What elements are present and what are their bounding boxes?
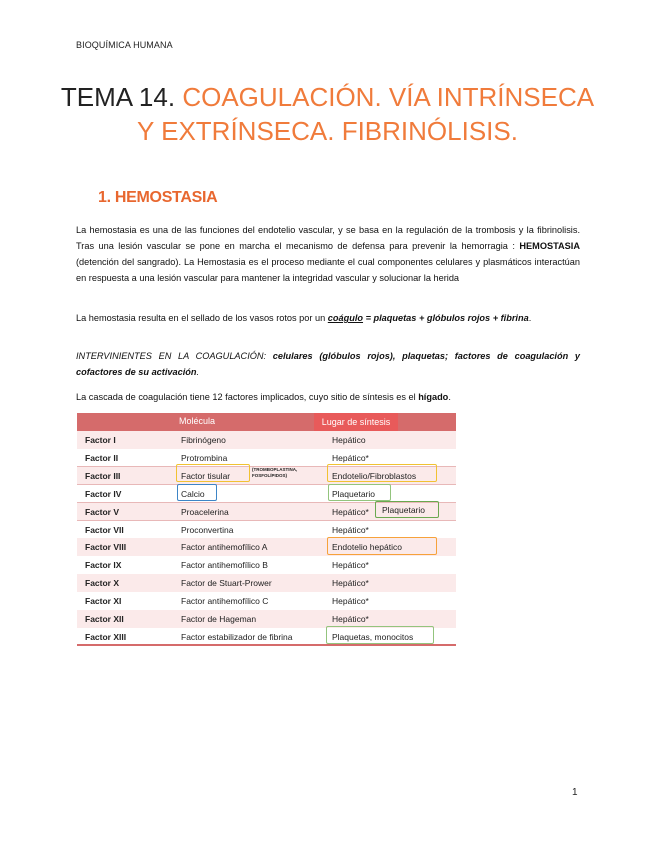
table-header: [77, 413, 456, 431]
cell-site: Hepático: [332, 435, 366, 445]
cell-molecule: Calcio: [181, 488, 205, 499]
p2-coagulo: coágulo: [327, 313, 364, 323]
highlight-calcio: [177, 484, 217, 501]
header-molecule: Molécula: [179, 416, 216, 426]
table-row: [77, 574, 456, 593]
cell-site: Hepático*: [332, 560, 369, 571]
p4-text-a: La cascada de coagulación tiene 12 factores implicados, cuyo sitio de síntesis es el: [76, 392, 419, 402]
p3-colon: :: [263, 351, 273, 361]
title-prefix: TEMA 14.: [60, 82, 176, 112]
cell-factor: Factor I: [85, 435, 116, 445]
header-site: Lugar de síntesis: [314, 413, 398, 431]
tromboplastina-note: [252, 467, 297, 479]
p4-end: .: [448, 392, 451, 402]
p2-end: .: [528, 313, 532, 323]
p2-text-b: = plaquetas + glóbulos rojos + fibrina: [363, 313, 529, 323]
cell-molecule: Factor estabilizador de fibrina: [181, 631, 293, 642]
cell-molecule: Fibrinógeno: [181, 435, 226, 445]
cell-site: Plaquetas, monocitos: [332, 631, 414, 642]
cell-factor: Factor IV: [85, 488, 122, 499]
p3-text-a: INTERVINIENTES EN LA COAGULACIÓN: [76, 351, 264, 361]
cell-site: Hepático*: [332, 596, 369, 607]
cell-site: Endotelio/Fibroblastos: [332, 470, 417, 481]
cell-factor: Factor XI: [85, 596, 122, 607]
p1-text-a: La hemostasia es una de las funciones del endotelio vascular, y se basa en la regulación de la trombosis y la fibrinolisis. Tras una lesión vascular se pone en marcha el mecanismo de defensa para prevenir la hemorragia :: [76, 225, 580, 251]
highlight-plaquetario: [328, 484, 391, 501]
highlight-plaquetas-monocitos: [326, 626, 434, 644]
cell-site: Plaquetario: [332, 488, 376, 499]
cell-site: Endotelio hepático: [332, 542, 402, 553]
cell-site: Hepático*: [332, 452, 369, 463]
p1-bold: HEMOSTASIA: [519, 241, 580, 251]
paragraph-4: [76, 389, 580, 405]
cell-molecule: Factor antihemofílico B: [181, 560, 268, 571]
document-header: BIOQUÍMICA HUMANA: [76, 40, 173, 50]
title-line2: Y EXTRÍNSECA. FIBRINÓLISIS.: [137, 116, 518, 146]
paragraph-3: [76, 348, 580, 380]
cell-factor: Factor IX: [85, 560, 122, 571]
highlight-endotelio-hepatico: [327, 537, 437, 555]
cell-molecule: Factor de Hageman: [181, 614, 257, 624]
table-bottom-border: [77, 644, 456, 646]
highlight-endotelio-fibroblastos: [327, 464, 437, 482]
cell-factor: Factor X: [85, 578, 120, 589]
paragraph-1: [76, 222, 580, 286]
p3-end: .: [196, 367, 200, 377]
cell-molecule: Factor antihemofílico C: [181, 596, 269, 607]
page-number: 1: [572, 787, 578, 798]
p2-text-a: La hemostasia resulta en el sellado de los vasos rotos por un: [76, 313, 328, 323]
cell-site: Hepático*: [332, 614, 369, 624]
table-row: [77, 556, 456, 575]
note-line2: FOSFOLÍPIDOS): [252, 473, 288, 478]
cell-molecule: Factor de Stuart-Prower: [181, 578, 272, 589]
cell-factor: Factor II: [85, 452, 119, 463]
cell-molecule: Proconvertina: [181, 524, 234, 535]
cell-site: Hepático*: [332, 524, 369, 535]
cell-factor: Factor V: [85, 506, 120, 517]
title-line1: COAGULACIÓN. VÍA INTRÍNSECA: [182, 82, 595, 112]
plaquetario-extra-text: Plaquetario: [382, 505, 426, 515]
table-row: [77, 592, 456, 611]
p3-text-c: celulares (glóbulos rojos), plaquetas; factores de coagulación y cofactores de su activación: [76, 351, 581, 377]
highlight-factor-tisular: [176, 464, 250, 482]
p4-bold: hígado: [418, 392, 449, 402]
cell-site: Hepático*: [332, 506, 369, 517]
p1-text-b: (detención del sangrado). La Hemostasia es el proceso mediante el cual componentes celulares y plasmáticos interactúan en respuesta a una lesión vascular para mantener la integridad vascular y solucionar la herida: [76, 257, 580, 283]
cell-factor: Factor VII: [85, 524, 124, 535]
cell-factor: Factor III: [85, 470, 121, 481]
cell-site: Hepático*: [332, 578, 369, 589]
cell-molecule: Factor tisular: [181, 470, 231, 481]
note-line1: (TROMBOPLASTINA,: [252, 467, 298, 472]
table-row: [77, 431, 456, 450]
coagulation-factors-table: [77, 413, 456, 646]
cell-factor: Factor XIII: [85, 631, 127, 642]
cell-factor: Factor VIII: [85, 542, 127, 553]
cell-molecule: Protrombina: [181, 452, 228, 463]
page-title: [60, 80, 595, 148]
section-heading: 1. HEMOSTASIA: [98, 189, 218, 206]
cell-molecule: Proacelerina: [181, 506, 229, 517]
cell-factor: Factor XII: [85, 614, 124, 624]
cell-molecule: Factor antihemofílico A: [181, 542, 268, 553]
paragraph-2: [76, 310, 580, 326]
